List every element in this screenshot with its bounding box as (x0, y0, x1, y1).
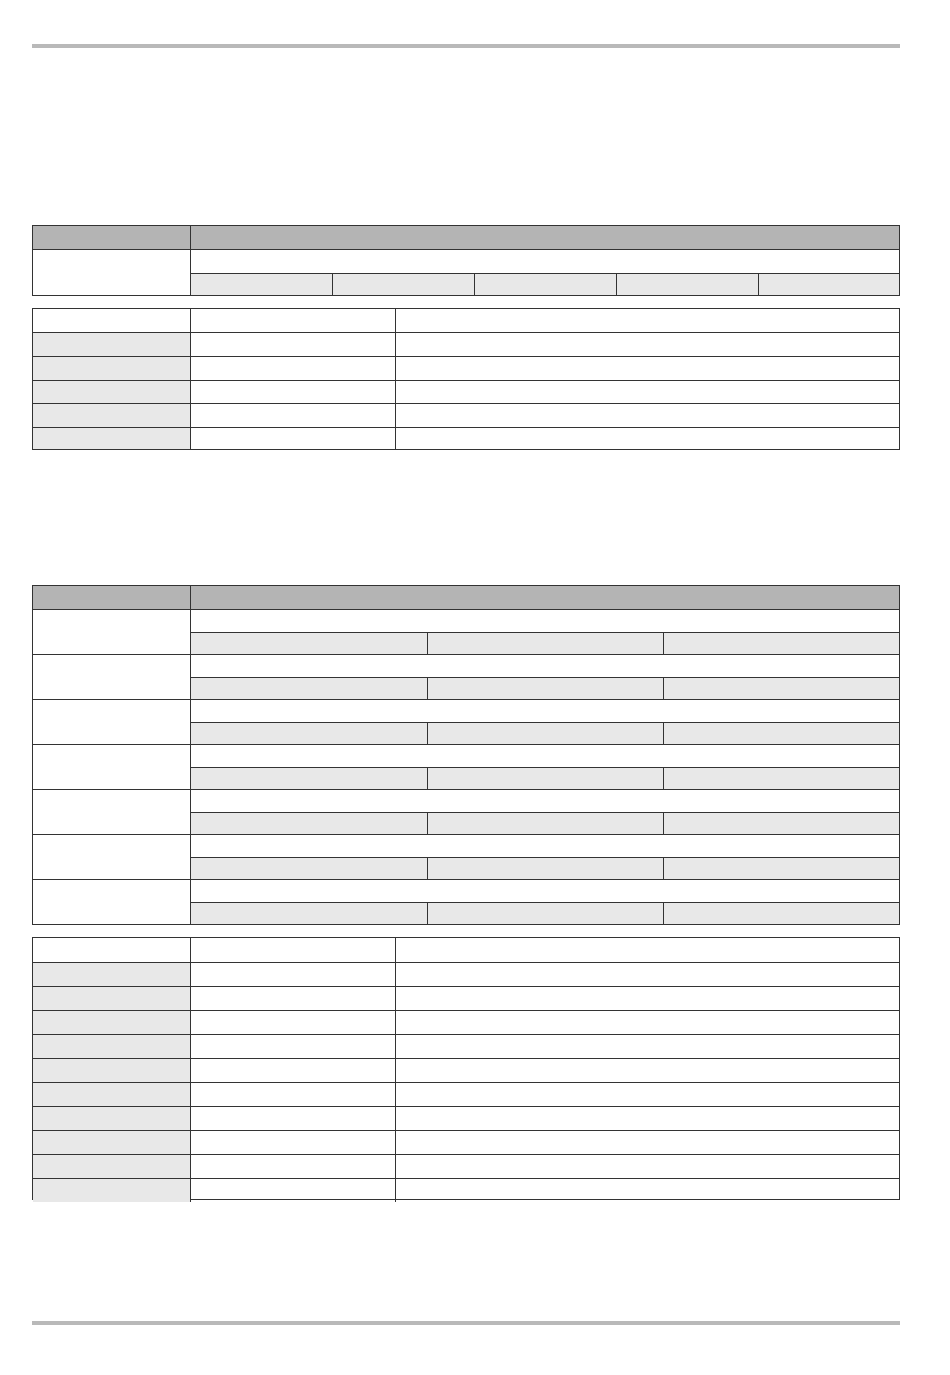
table-4-cell (395, 962, 899, 986)
table-4-cell (190, 1106, 395, 1130)
table-3-sub-cell (663, 857, 899, 879)
table-2-cell (33, 403, 190, 427)
table-4-cell (395, 1106, 899, 1130)
table-4-cell (33, 1154, 190, 1178)
table-3-group-label (33, 744, 190, 789)
table-4-cell (190, 1058, 395, 1082)
table-3-group-label (33, 879, 190, 924)
table-2-cell (190, 380, 395, 403)
table-4-cell (190, 1178, 395, 1202)
footer-rule (32, 1321, 900, 1325)
table-2-cell (33, 332, 190, 356)
table-2-cell (33, 356, 190, 380)
table-2-cell (395, 332, 899, 356)
table-3-sub-cell (663, 812, 899, 834)
table-3-sub-cell (427, 812, 663, 834)
table-4-cell (33, 1034, 190, 1058)
table-4 (32, 937, 900, 1200)
table-3-header-label (33, 586, 190, 609)
table-3-group-label (33, 609, 190, 654)
table-3-header-value (190, 586, 899, 609)
table-1-sub-cell (190, 273, 332, 295)
table-4-cell (33, 1130, 190, 1154)
table-3-sub-cell (663, 632, 899, 654)
table-3-group-label (33, 654, 190, 699)
table-3-sub-cell (427, 677, 663, 699)
table-3-sub-cell (190, 767, 427, 789)
table-3-group-label (33, 834, 190, 879)
table-1-sub-cell (474, 273, 616, 295)
table-2-cell (33, 309, 190, 332)
table-2-cell (395, 380, 899, 403)
table-3-sub-cell (190, 902, 427, 924)
table-4-cell (33, 1106, 190, 1130)
table-3-group-value (190, 789, 899, 812)
table-1-header-value (190, 226, 899, 249)
table-2-cell (395, 309, 899, 332)
header-rule (32, 44, 900, 48)
table-3-group-label (33, 699, 190, 744)
table-3-sub-cell (190, 722, 427, 744)
table-4-cell (190, 1034, 395, 1058)
table-4-cell (190, 1010, 395, 1034)
table-2-cell (190, 403, 395, 427)
table-4-cell (190, 1130, 395, 1154)
table-4-cell (33, 1178, 190, 1202)
table-4-cell (33, 986, 190, 1010)
table-3-sub-cell (427, 722, 663, 744)
table-4-cell (33, 962, 190, 986)
table-1-sub-cell (758, 273, 899, 295)
table-4-cell (395, 986, 899, 1010)
table-3-sub-cell (427, 767, 663, 789)
table-1-sub-cell (616, 273, 758, 295)
table-2-cell (395, 427, 899, 449)
table-4-cell (395, 1010, 899, 1034)
table-2-cell (190, 427, 395, 449)
table-4-cell (33, 938, 190, 962)
table-3-sub-cell (190, 857, 427, 879)
table-2-cell (190, 332, 395, 356)
table-2 (32, 308, 900, 450)
table-3-sub-cell (663, 722, 899, 744)
table-3-sub-cell (663, 902, 899, 924)
table-3-group-value (190, 879, 899, 902)
table-4-cell (190, 986, 395, 1010)
table-4-cell (395, 1082, 899, 1106)
table-3-sub-cell (427, 902, 663, 924)
table-3-group-label (33, 789, 190, 834)
table-2-cell (395, 403, 899, 427)
table-2-cell (190, 309, 395, 332)
table-4-cell (33, 1082, 190, 1106)
table-3-group-value (190, 609, 899, 632)
table-3 (32, 585, 900, 925)
table-1-sub-cell (332, 273, 474, 295)
table-4-cell (395, 1130, 899, 1154)
table-4-cell (33, 1010, 190, 1034)
table-1-header-label (33, 226, 190, 249)
table-4-cell (190, 1154, 395, 1178)
table-4-cell (395, 938, 899, 962)
table-4-cell (190, 938, 395, 962)
table-1 (32, 225, 900, 296)
table-3-group-value (190, 744, 899, 767)
table-2-cell (33, 380, 190, 403)
table-3-sub-cell (427, 857, 663, 879)
table-3-sub-cell (190, 632, 427, 654)
table-4-cell (395, 1178, 899, 1202)
table-4-cell (395, 1034, 899, 1058)
table-2-cell (190, 356, 395, 380)
table-1-row-value (190, 249, 899, 273)
table-3-sub-cell (427, 632, 663, 654)
table-3-group-value (190, 699, 899, 722)
table-4-cell (33, 1058, 190, 1082)
table-3-sub-cell (190, 812, 427, 834)
table-4-cell (395, 1058, 899, 1082)
table-4-cell (395, 1154, 899, 1178)
table-3-group-value (190, 834, 899, 857)
table-3-sub-cell (663, 677, 899, 699)
table-3-sub-cell (663, 767, 899, 789)
table-3-sub-cell (190, 677, 427, 699)
table-3-group-value (190, 654, 899, 677)
table-2-cell (395, 356, 899, 380)
table-1-row-label (33, 249, 190, 295)
table-4-cell (190, 1082, 395, 1106)
table-2-cell (33, 427, 190, 449)
table-4-cell (190, 962, 395, 986)
